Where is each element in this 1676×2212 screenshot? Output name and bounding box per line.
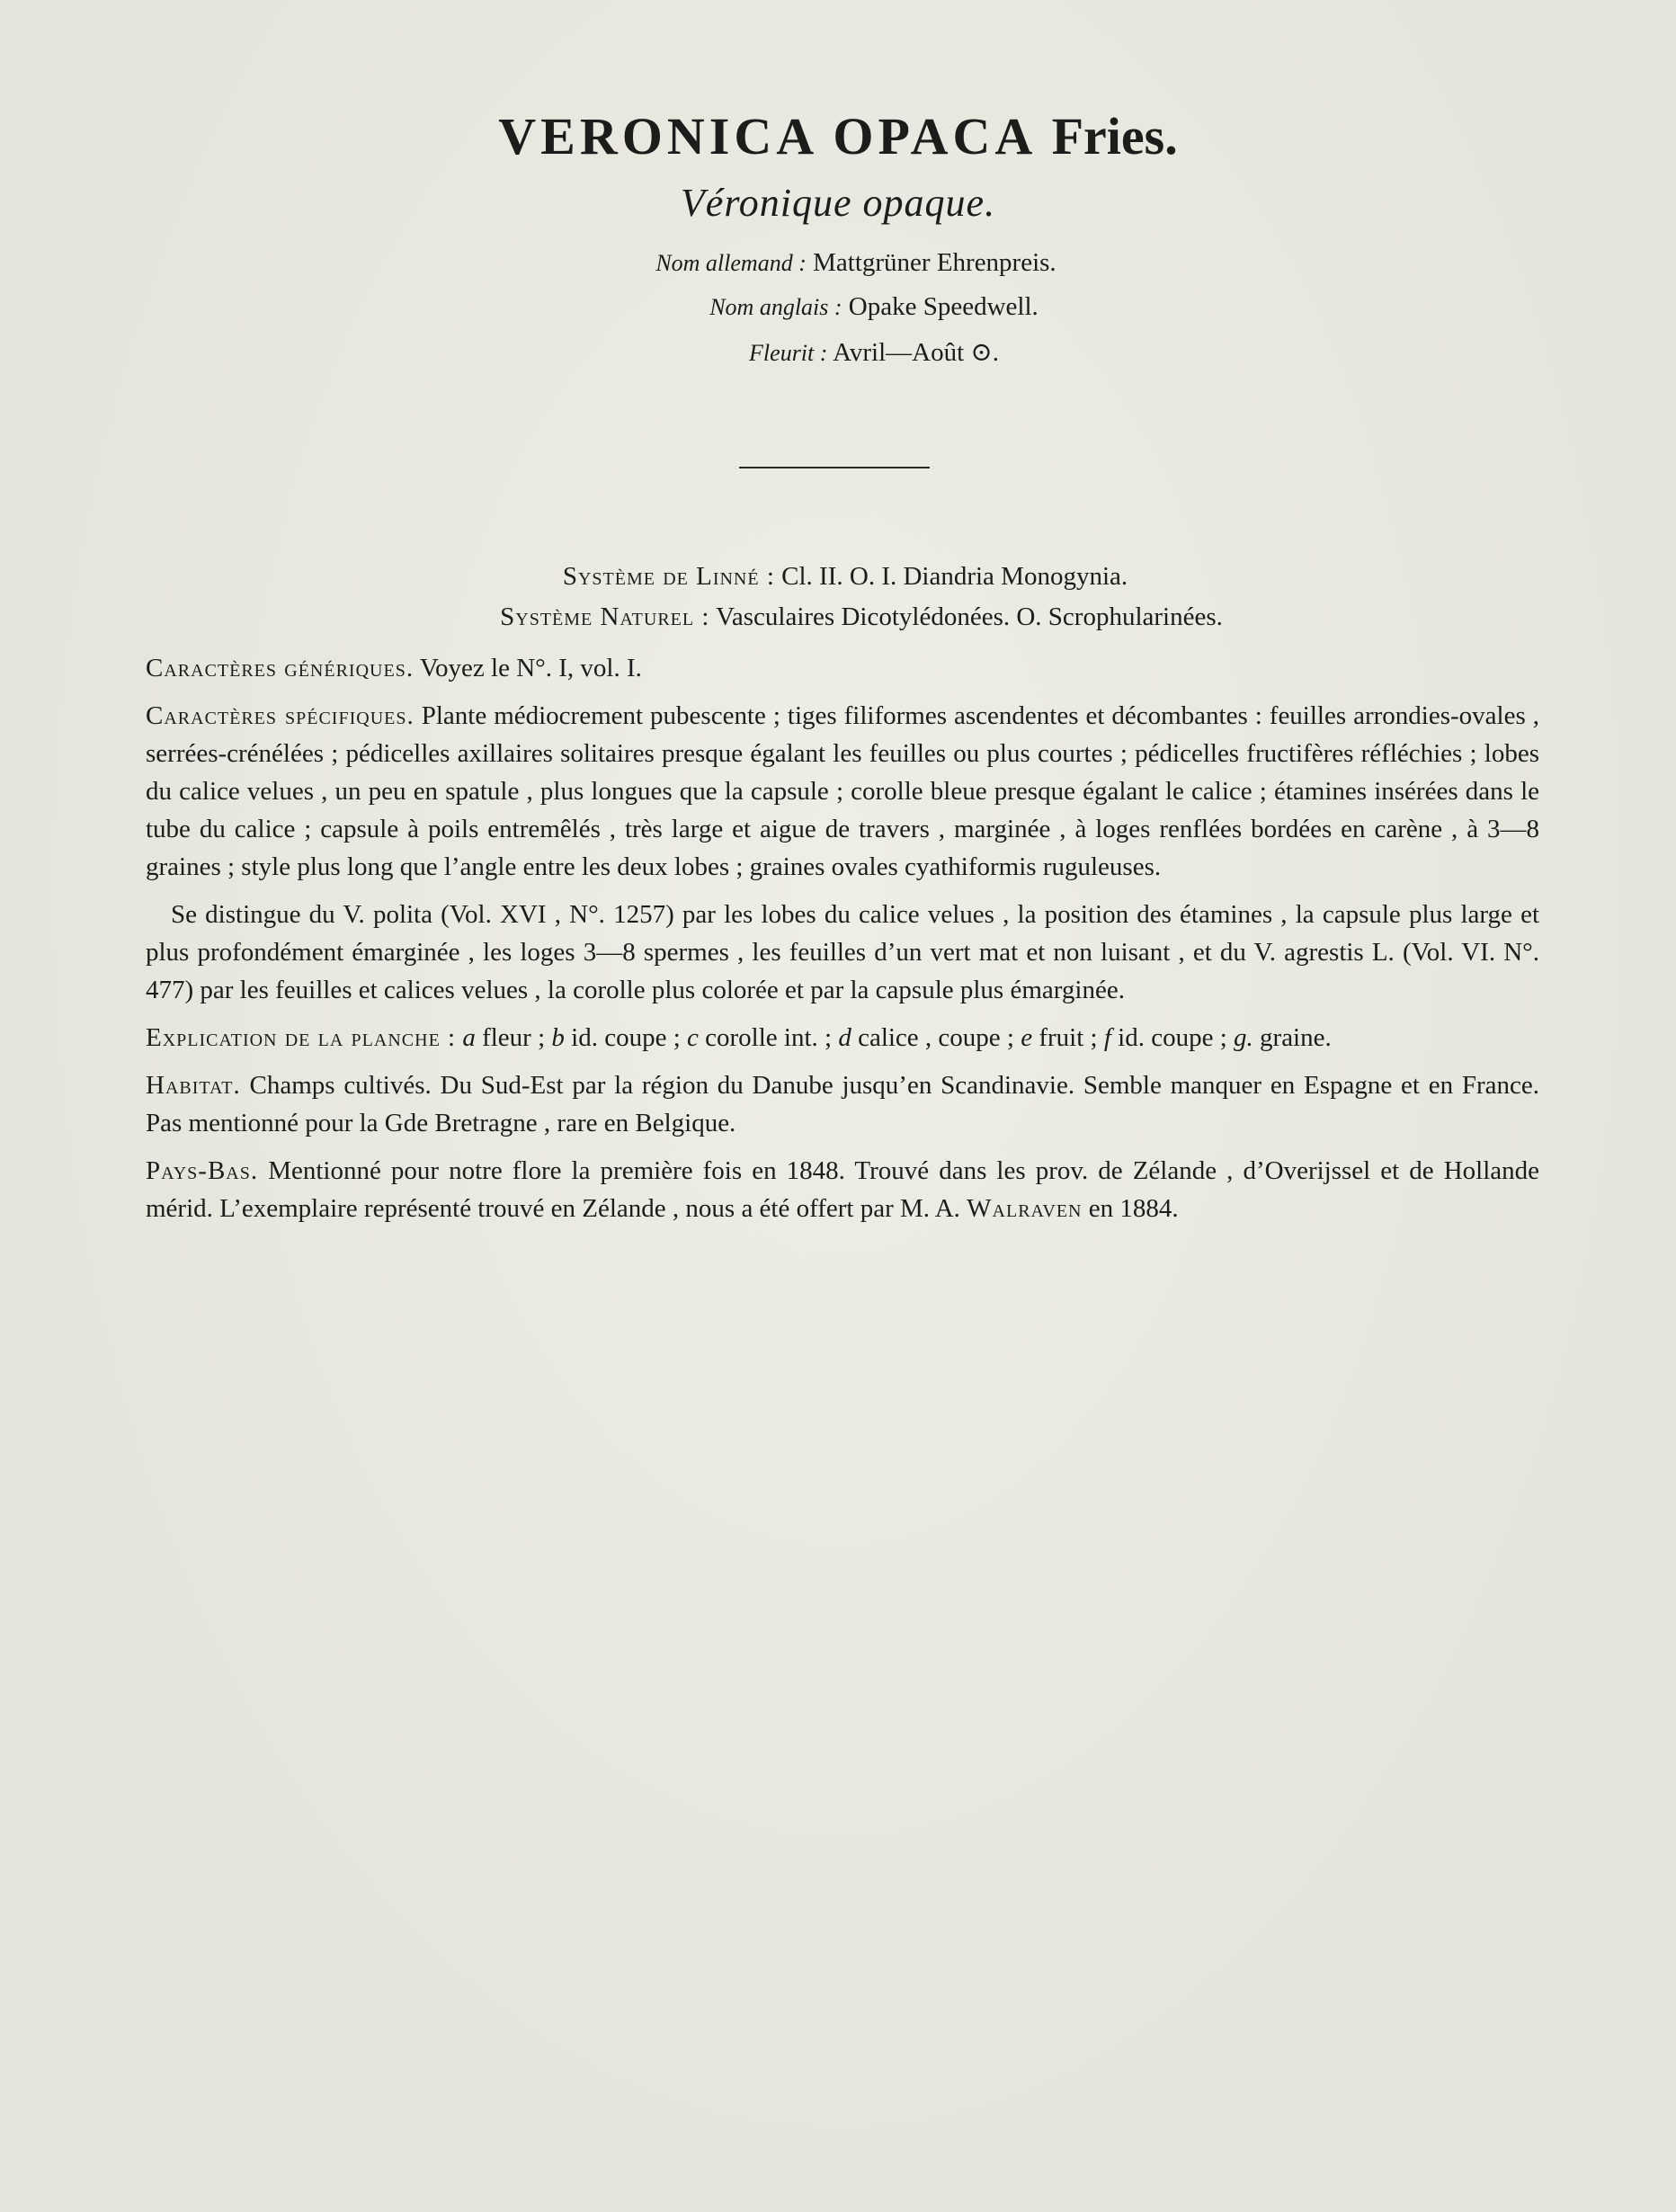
distinction-paragraph: Se distingue du V. polita (Vol. XVI , N°. 1257) par les lobes du calice velues , la position des étamines , la capsule plus large et plus profondément émarginée , les loges 3—8 spermes , les feuilles d’un vert mat et non luisant , et du V. agrestis L. (Vol. VI. N°. 477) par les feuilles et calices velues , la corolle plus colorée et par la capsule plus émarginée. <box>146 900 1539 1004</box>
species-title <box>0 106 1676 166</box>
linnaean-system-line <box>7 562 1676 592</box>
plate-explanation: Explication de la planche : a fleur ; b id. coupe ; c corolle int. ; d calice , coupe ; e fruit ; f id. coupe ; g. graine. <box>146 1023 1332 1052</box>
specific-characters: Caractères spécifiques. Plante médiocrement pubescente ; tiges filiformes ascendentes et décombantes : feuilles arrondies-ovales , serrées-crénélées ; pédicelles axillaires solitaires presque égalant les feuilles ou plus courtes ; pédicelles fructifères réfléchies ; lobes du calice velues , un peu en spatule , plus longues que la capsule ; corolle bleue presque égalant le calice ; étamines insérées dans le tube du calice ; capsule à poils entremêlés , très large et aigue de travers , marginée , à loges renflées bordées en carène , à 3—8 graines ; style plus long que l’angle entre les deux lobes ; graines ovales cyathiformis ruguleuses. <box>146 701 1540 881</box>
natural-system-line <box>23 602 1676 632</box>
english-name-line <box>36 292 1676 322</box>
description-body <box>146 649 1539 1237</box>
english-name-label: Nom anglais : <box>709 294 842 320</box>
flowering-line <box>36 336 1676 368</box>
flowering-value: Avril—Août ⊙. <box>833 338 999 367</box>
plate-explanation-label: Explication de la planche : <box>146 1023 457 1052</box>
natural-system-value: Vasculaires Dicotylédonées. O. Scrophularinées. <box>716 602 1223 631</box>
german-name-line <box>18 248 1676 278</box>
generic-characters: Caractères génériques. Voyez le N°. I, vol. I. <box>146 654 642 682</box>
flowering-label: Fleurit : <box>749 340 828 366</box>
netherlands-label: Pays-Bas. <box>146 1156 259 1185</box>
specific-characters-label: Caractères spécifiques. <box>146 701 415 730</box>
linnaean-system-value: Cl. II. O. I. Diandria Monogynia. <box>781 562 1128 591</box>
french-name: Véronique opaque. <box>680 181 996 225</box>
divider-rule <box>739 467 930 468</box>
habitat-paragraph: Habitat. Champs cultivés. Du Sud-Est par la région du Danube jusqu’en Scandinavie. Semble manquer en Espagne et en France. Pas mentionné pour la Gde Bretragne , rare en Belgique. <box>146 1071 1539 1137</box>
species-name: VERONICA OPACA <box>498 107 1035 165</box>
german-name-value: Mattgrüner Ehrenpreis. <box>813 248 1056 277</box>
generic-characters-label: Caractères génériques. <box>146 654 415 682</box>
habitat-label: Habitat. <box>146 1071 241 1100</box>
english-name-value: Opake Speedwell. <box>848 292 1039 321</box>
natural-system-label: Système Naturel : <box>500 602 710 631</box>
species-author: Fries. <box>1051 107 1178 165</box>
german-name-label: Nom allemand : <box>655 250 807 276</box>
linnaean-system-label: Système de Linné : <box>562 562 775 591</box>
collector-name: Walraven <box>967 1194 1083 1223</box>
netherlands-paragraph: Pays-Bas. Mentionné pour notre flore la première fois en 1848. Trouvé dans les prov. de Zélande , d’Overijssel et de Hollande mérid. L’exemplaire représenté trouvé en Zélande , nous a été offert par M. A. Walraven en 1884. <box>146 1156 1540 1223</box>
